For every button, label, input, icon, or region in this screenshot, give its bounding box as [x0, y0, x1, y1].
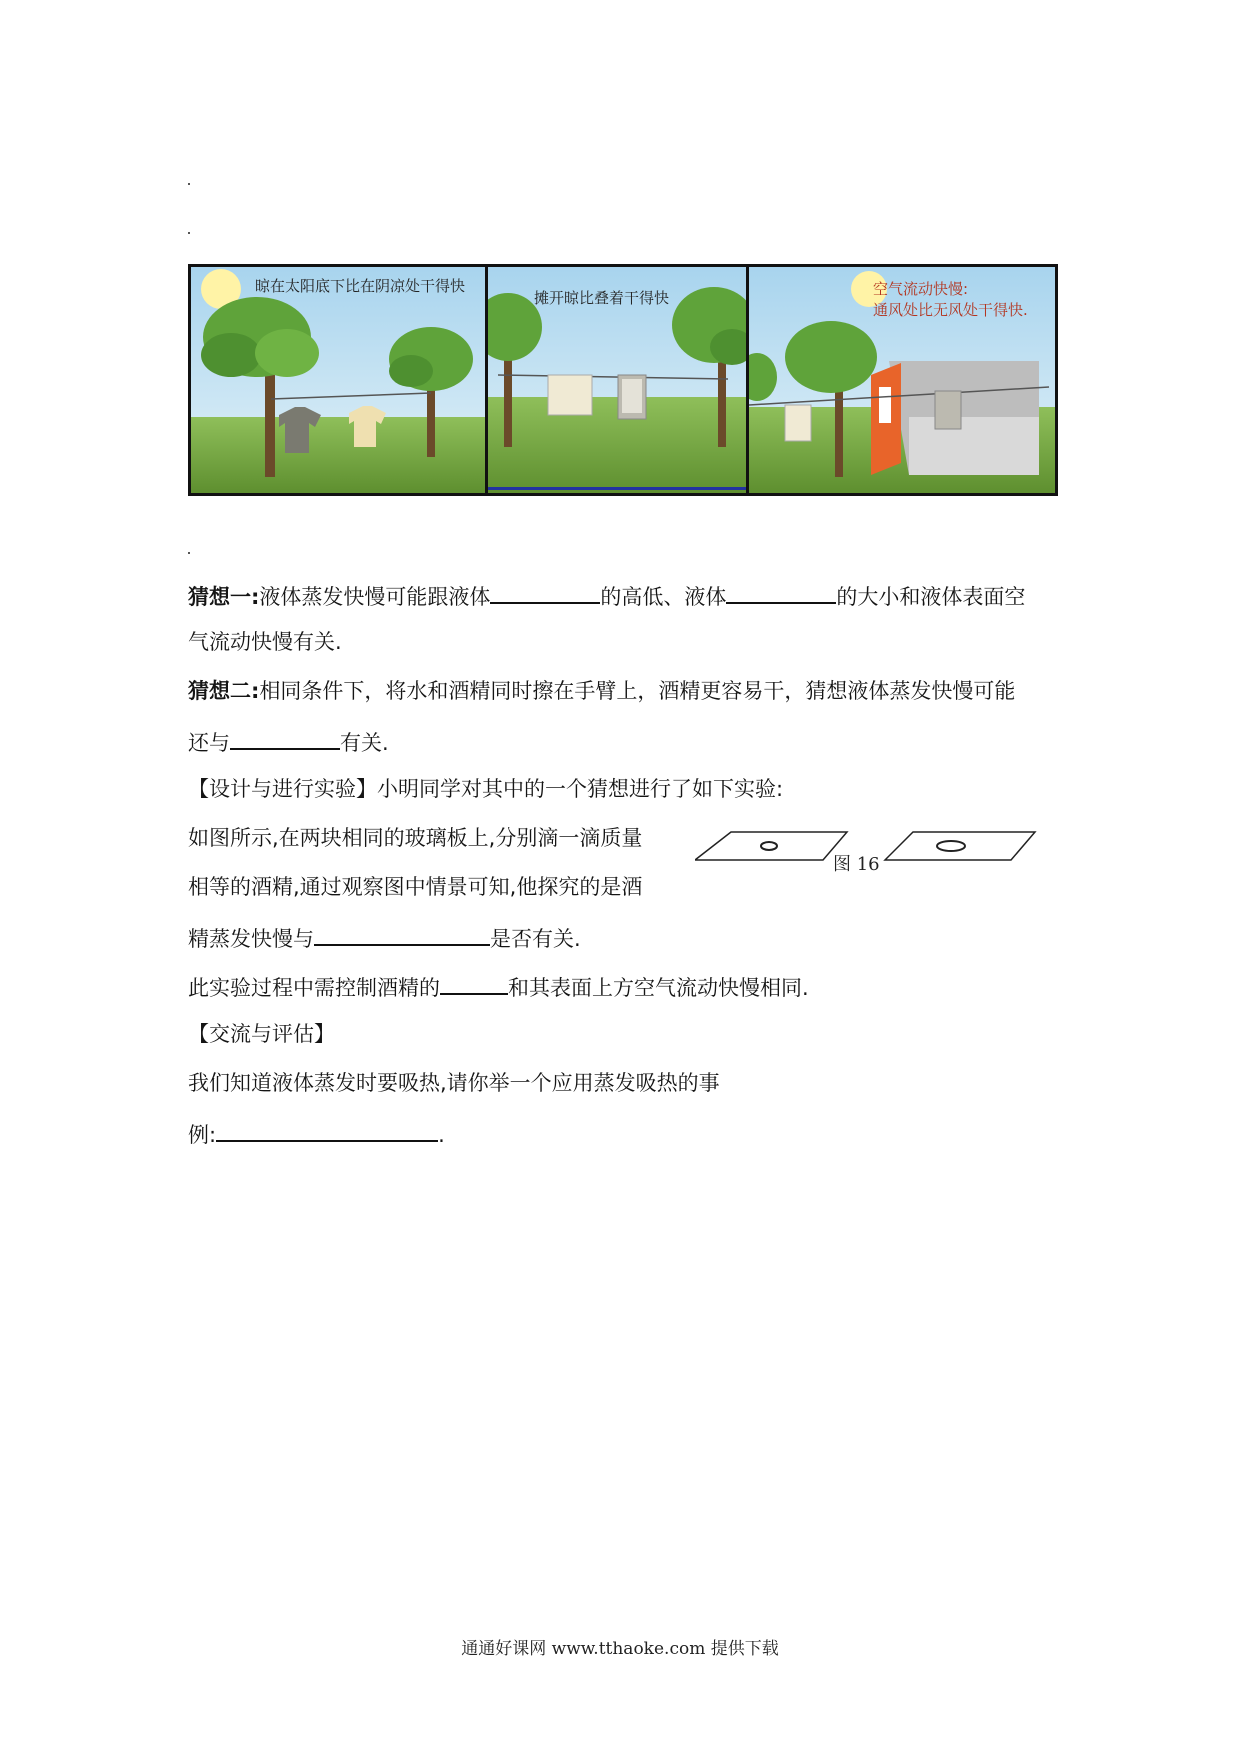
answer-blank-liquid-type[interactable] [230, 726, 340, 750]
answer-blank-height[interactable] [490, 580, 600, 604]
guess2-line2-a: 还与 [188, 731, 230, 755]
answer-blank-variable[interactable] [314, 922, 490, 946]
page-footer: 通通好课网 www.tthaoke.com 提供下载 [461, 1639, 779, 1659]
panel-airflow [746, 264, 1058, 496]
exchange-line2 [188, 1118, 445, 1149]
guess1-text-a: 液体蒸发快慢可能跟液体 [259, 585, 491, 609]
panel-sun-vs-shade [188, 264, 488, 496]
guess1-line1 [188, 580, 1025, 611]
design-line3-a: 精蒸发快慢与 [188, 927, 314, 951]
design-line4-b: 和其表面上方空气流动快慢相同. [508, 976, 809, 1000]
figure-16-glass-plates [695, 820, 1045, 882]
guess2-label: 猜想二: [188, 679, 260, 703]
design-line1: 如图所示,在两块相同的玻璃板上,分别滴一滴质量 [188, 826, 643, 850]
evaporation-comic-strip [188, 264, 1058, 500]
guess1-line2: 气流动快慢有关. [188, 630, 342, 654]
design-line4 [188, 971, 809, 1002]
stray-mark [188, 232, 190, 234]
design-heading: 【设计与进行实验】小明同学对其中的一个猜想进行了如下实验: [188, 777, 784, 801]
panel-sun-illustration [191, 267, 485, 493]
figure-label: 图 16 [833, 854, 880, 875]
design-line3-b: 是否有关. [490, 927, 581, 951]
answer-blank-controlled[interactable] [440, 971, 508, 995]
answer-blank-surface[interactable] [726, 580, 836, 604]
exchange-line2-b: . [438, 1123, 445, 1147]
panel-caption-line2: 通风处比无风处干得快. [873, 301, 1028, 319]
stray-mark [188, 183, 190, 185]
panel-caption: 摊开晾比叠着干得快 [534, 289, 670, 307]
design-line2: 相等的酒精,通过观察图中情景可知,他探究的是酒 [188, 875, 643, 899]
exchange-heading: 【交流与评估】 [188, 1022, 335, 1046]
panel-caption: 晾在太阳底下比在阴凉处干得快 [255, 277, 466, 295]
guess2-text-a: 相同条件下，将水和酒精同时擦在手臂上，酒精更容易干，猜想液体蒸发快慢可能 [259, 679, 1016, 703]
guess1-label: 猜想一: [188, 585, 260, 609]
panel-caption-line1: 空气流动快慢: [873, 280, 969, 298]
guess2-line2 [188, 726, 389, 757]
stray-mark [188, 552, 190, 554]
guess2-line2-b: 有关. [340, 731, 389, 755]
answer-blank-example[interactable] [216, 1118, 438, 1142]
guess2-line1 [188, 677, 1015, 705]
guess1-text-c: 的大小和液体表面空 [836, 585, 1026, 609]
exchange-line1: 我们知道液体蒸发时要吸热,请你举一个应用蒸发吸热的事 [188, 1071, 720, 1095]
exchange-line2-a: 例: [188, 1123, 217, 1147]
design-line3 [188, 922, 581, 953]
panel-spread-vs-folded [485, 264, 749, 496]
design-line4-a: 此实验过程中需控制酒精的 [188, 976, 440, 1000]
guess1-text-b: 的高低、液体 [600, 585, 727, 609]
